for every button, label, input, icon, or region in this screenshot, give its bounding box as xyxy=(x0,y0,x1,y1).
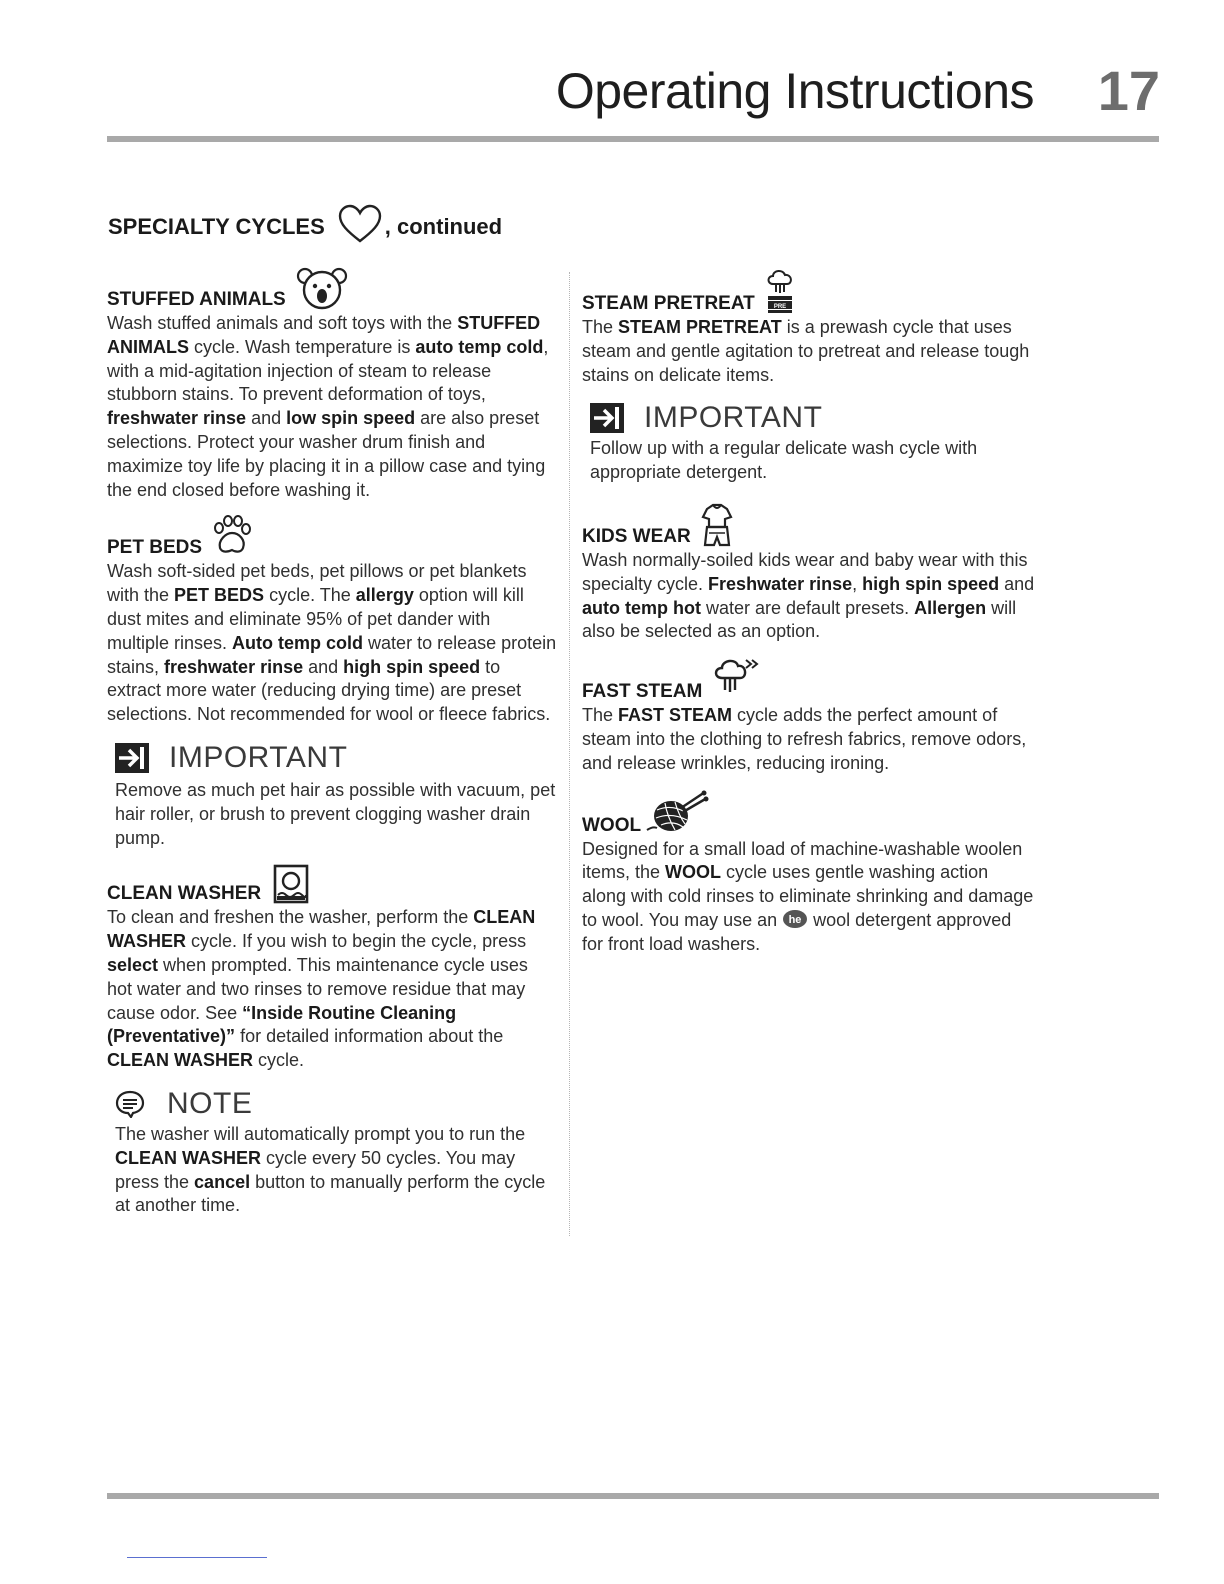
stuffed-animals-heading xyxy=(107,268,557,312)
note-notice xyxy=(115,1087,557,1218)
page-number: 17 xyxy=(1097,59,1160,122)
left-column xyxy=(107,262,557,1218)
fast-steam-section xyxy=(582,660,1037,775)
wool-title: WOOL xyxy=(582,814,642,836)
important-heading-right xyxy=(590,401,1037,435)
wool-text: Designed for a small load of machine-washable woolen items, the WOOL cycle uses gentle washing action along with cold rinses to eliminate shrinking and damage to wool. You may use an he wool detergent approved for front load washers. xyxy=(582,838,1034,954)
wool-heading xyxy=(582,792,1037,838)
clean-washer-heading xyxy=(107,866,557,906)
clean-washer-text: To clean and freshen the washer, perform the CLEAN WASHER cycle. If you wish to begin the cycle, press select when prompted. This maintenance cycle uses hot water and two rinses to remove residue that may cause odor. See “Inside Routine Cleaning (Preventative)” for detailed information about the CLEAN WASHER cycle. xyxy=(107,907,536,1071)
important-title: IMPORTANT xyxy=(169,740,348,774)
kids-wear-section xyxy=(582,503,1037,644)
yarn-ball-icon xyxy=(645,790,709,836)
note-heading xyxy=(115,1087,557,1121)
important-arrow-icon xyxy=(590,403,624,433)
section-title xyxy=(108,200,502,240)
important-arrow-icon xyxy=(115,743,149,773)
steam-pretreat-text: The STEAM PRETREAT is a prewash cycle that uses steam and gentle agitation to pretreat and release tough stains on delicate items. xyxy=(582,317,1030,385)
fast-steam-heading xyxy=(582,660,1037,704)
stuffed-animals-text: Wash stuffed animals and soft toys with the STUFFED ANIMALS cycle. Wash temperature is auto temp cold, with a mid-agitation injection of steam to release stubborn stains. To prevent deformation of toys, freshwater rinse and low spin speed are also preset selections. Protect your washer drum finish and maximize toy life by placing it in a pillow case and tying the end closed before washing it. xyxy=(107,313,549,500)
pet-beds-section xyxy=(107,516,557,727)
teddy-bear-icon xyxy=(294,266,350,310)
important-title: IMPORTANT xyxy=(644,401,823,435)
right-column xyxy=(582,262,1037,957)
steam-pretreat-icon xyxy=(763,268,797,316)
kids-wear-text: Wash normally-soiled kids wear and baby wear with this specialty cycle. Freshwater rinse, high spin speed and auto temp hot water are default presets. Allergen will also be selected as an option. xyxy=(582,549,1035,642)
note-text: The washer will automatically prompt you to run the CLEAN WASHER cycle every 50 cycles. You may press the cancel button to manually perform the cycle at another time. xyxy=(115,1123,546,1216)
header-rule xyxy=(107,136,1159,142)
clean-washer-icon xyxy=(273,864,309,904)
clean-washer-title: CLEAN WASHER xyxy=(107,883,262,905)
he-logo-icon xyxy=(782,909,808,929)
important-notice-pet-hair xyxy=(115,741,557,850)
stuffed-animals-section xyxy=(107,268,557,502)
important-text: Remove as much pet hair as possible with vacuum, pet hair roller, or brush to prevent clogging washer drain pump. xyxy=(115,779,556,848)
important-heading xyxy=(115,741,557,775)
pet-beds-heading xyxy=(107,516,557,560)
kids-wear-title: KIDS WEAR xyxy=(582,525,691,547)
section-title-suffix: , continued xyxy=(384,214,503,239)
paw-print-icon xyxy=(210,514,254,558)
baby-clothes-icon xyxy=(699,503,735,549)
kids-wear-heading xyxy=(582,503,1037,549)
wool-section xyxy=(582,792,1037,957)
clean-washer-section xyxy=(107,866,557,1073)
footer-link-line xyxy=(127,1557,267,1558)
column-divider xyxy=(569,272,570,1236)
stuffed-animals-title: STUFFED ANIMALS xyxy=(107,289,286,310)
important-text: Follow up with a regular delicate wash cycle with appropriate detergent. xyxy=(590,438,978,483)
svg-text:PRE: PRE xyxy=(773,304,786,310)
important-notice-delicate xyxy=(590,401,1037,485)
steam-pretreat-title: STEAM PRETREAT xyxy=(582,293,755,314)
fast-steam-text: The FAST STEAM cycle adds the perfect amount of steam into the clothing to refresh fabrics, remove odors, and release wrinkles, reducing ironing. xyxy=(582,705,1027,773)
fast-steam-title: FAST STEAM xyxy=(582,681,703,703)
pet-beds-title: PET BEDS xyxy=(107,537,203,559)
steam-pretreat-section xyxy=(582,268,1037,387)
section-title-text: SPECIALTY CYCLES xyxy=(108,214,325,239)
footer-rule xyxy=(107,1493,1159,1499)
he-logo-text: he xyxy=(788,913,802,926)
pet-beds-text: Wash soft-sided pet beds, pet pillows or pet blankets with the PET BEDS cycle. The allergy option will kill dust mites and eliminate 95% of pet dander with multiple rinses. Auto temp cold water to release protein stains, freshwater rinse and high spin speed to extract more water (reducing drying time) are preset selections. Not recommended for wool or fleece fabrics. xyxy=(107,561,557,725)
fast-steam-icon xyxy=(712,656,762,700)
note-title: NOTE xyxy=(167,1086,253,1120)
steam-pretreat-heading xyxy=(582,268,1037,316)
heart-icon xyxy=(337,204,383,244)
page-title: Operating Instructions xyxy=(555,63,1034,119)
note-icon xyxy=(115,1090,145,1118)
